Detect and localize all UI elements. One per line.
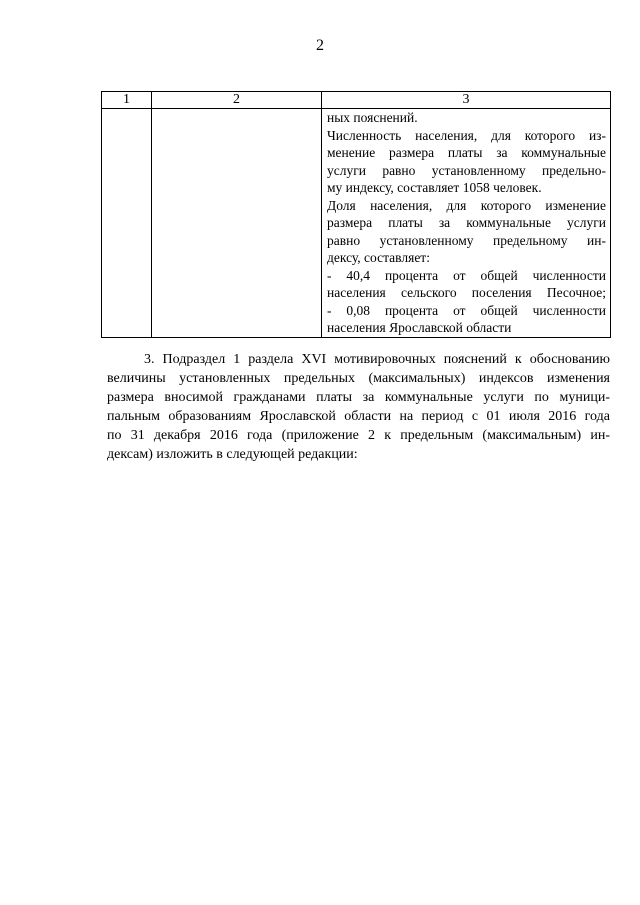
table-header-row — [102, 92, 611, 109]
table-row — [102, 109, 611, 338]
cell-text-line: равно установленному предельному ин- — [327, 232, 606, 248]
cell-text-line: населения Ярославской области — [327, 320, 512, 335]
cell-text-line: - 40,4 процента от общей численности — [327, 267, 606, 283]
table-header-cell-3: 3 — [322, 92, 611, 109]
cell-text-line: му индексу, составляет 1058 человек. — [327, 180, 542, 195]
cell-text-line: Доля населения, для которого изменение — [327, 197, 606, 213]
cell-text-line: услуги равно установленному предельно- — [327, 162, 606, 178]
paragraph-line: по 31 декабря 2016 года (приложение 2 к предельным (максимальным) ин- — [107, 428, 610, 443]
paragraph-line: размера вносимой гражданами платы за коммунальные услуги по муници- — [107, 390, 610, 405]
paragraph-line: величины установленных предельных (максимальных) индексов изменения — [107, 371, 610, 386]
table-header-cell-1: 1 — [102, 92, 152, 109]
cell-text-line: - 0,08 процента от общей численности — [327, 302, 606, 318]
table-cell-col3 — [322, 109, 611, 338]
cell-text-line: дексу, составляет: — [327, 250, 430, 265]
table-cell-col2 — [152, 109, 322, 338]
body-paragraph — [107, 350, 610, 464]
table-header-cell-2: 2 — [152, 92, 322, 109]
paragraph-line: 3. Подраздел 1 раздела XVI мотивировочных пояснений к обоснованию — [144, 352, 610, 367]
page-number: 2 — [316, 37, 324, 54]
cell-text-line: населения сельского поселения Песочное; — [327, 285, 606, 300]
table-cell-col1 — [102, 109, 152, 338]
cell-text-line: менение размера платы за коммунальные — [327, 145, 606, 160]
cell-text-line: размера платы за коммунальные услуги — [327, 215, 606, 230]
cell-text-line: Численность населения, для которого из- — [327, 127, 606, 143]
cell-text-line: ных пояснений. — [327, 110, 418, 125]
continuation-table — [101, 91, 611, 338]
paragraph-line: пальным образованиям Ярославской области на период с 01 июля 2016 года — [107, 409, 610, 424]
paragraph-line: дексам) изложить в следующей редакции: — [107, 447, 358, 462]
